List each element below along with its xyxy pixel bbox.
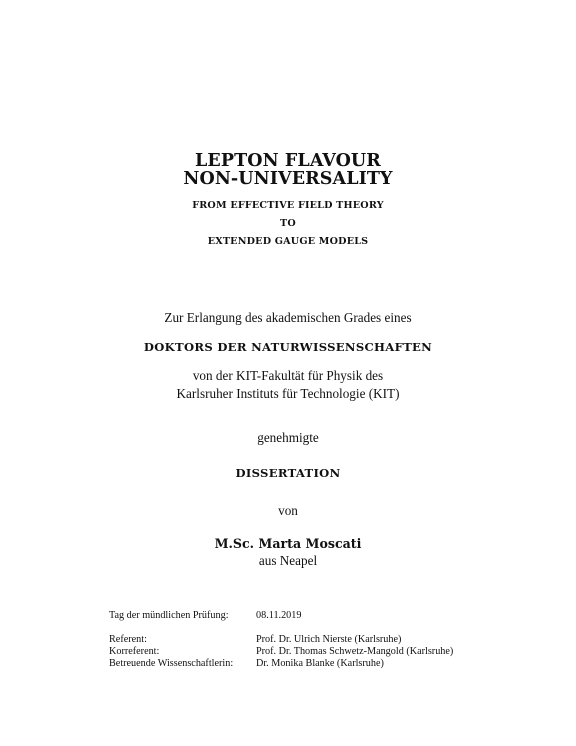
exam-date-value: 08.11.2019: [256, 610, 302, 621]
degree-intro: Zur Erlangung des akademischen Grades eines: [164, 310, 412, 325]
degree-name: DOKTORS DER NATURWISSENSCHAFTEN: [143, 340, 433, 354]
approved-label: genehmigte: [257, 430, 319, 445]
subtitle-line-3: EXTENDED GAUGE MODELS: [207, 236, 369, 247]
thesis-title-line-1: LEPTON FLAVOUR: [195, 151, 381, 171]
thesis-title-line-2: NON-UNIVERSALITY: [183, 169, 393, 189]
document-type: DISSERTATION: [235, 466, 341, 480]
co-referee-label: Korreferent:: [109, 646, 160, 657]
subtitle-line-1: FROM EFFECTIVE FIELD THEORY: [192, 200, 384, 211]
exam-date-label: Tag der mündlichen Prüfung:: [109, 610, 229, 621]
co-referee-value: Prof. Dr. Thomas Schwetz-Mangold (Karlsruhe): [256, 646, 454, 657]
referee-value: Prof. Dr. Ulrich Nierste (Karlsruhe): [256, 634, 402, 645]
subtitle-line-2: TO: [280, 218, 296, 229]
supervisor-value: Dr. Monika Blanke (Karlsruhe): [256, 658, 384, 669]
by-label: von: [278, 503, 298, 518]
referee-label: Referent:: [109, 634, 147, 645]
faculty-line-1: von der KIT-Fakultät für Physik des: [192, 368, 384, 383]
faculty-line-2: Karlsruher Instituts für Technologie (KIT): [176, 386, 400, 401]
author-origin: aus Neapel: [258, 553, 318, 568]
supervisor-label: Betreuende Wissenschaftlerin:: [109, 658, 234, 669]
author-name: M.Sc. Marta Moscati: [214, 536, 362, 551]
